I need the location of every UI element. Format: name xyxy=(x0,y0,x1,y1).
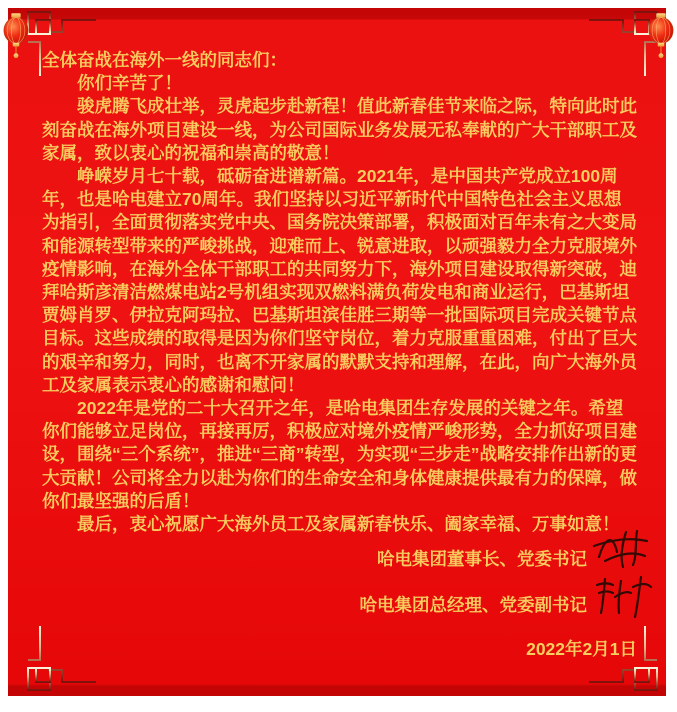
signature-title-chairman: 哈电集团董事长、党委书记 xyxy=(377,548,587,569)
letter-line: 疫情影响，在海外全体干部职工的共同努力下，海外项目建设取得新突破，迪 xyxy=(42,258,637,279)
lantern-icon xyxy=(647,11,675,63)
signature-scrawl-chairman xyxy=(591,525,653,571)
letter-line: 峥嵘岁月七十载，砥砺奋进谱新篇。2021年，是中国共产党成立100周 xyxy=(42,166,618,187)
letter-line: 和能源转型带来的严峻挑战，迎难而上、锐意进取，以顽强毅力全力克服境外 xyxy=(42,235,637,256)
lantern-icon xyxy=(2,11,30,63)
letter-body xyxy=(42,49,642,536)
letter-line: 设，围绕“三个系统”，推进“三商”转型，为实现“三步走”战略安排作出新的更 xyxy=(42,444,637,465)
letter-line: 骏虎腾飞成壮举，灵虎起步赴新程！值此新春佳节来临之际，特向此时此 xyxy=(42,96,637,117)
letter-line: 工及家属表示衷心的感谢和慰问！ xyxy=(42,374,305,395)
letter-line: 刻奋战在海外项目建设一线，为公司国际业务发展无私奉献的广大干部职工及 xyxy=(42,119,637,140)
letter-line: 2022年是党的二十大召开之年，是哈电集团生存发展的关键之年。希望 xyxy=(42,398,624,419)
letter-line: 你们最坚强的后盾！ xyxy=(42,490,200,511)
signature-row-chairman xyxy=(183,546,643,570)
signature-block xyxy=(183,546,643,660)
signature-title-president: 哈电集团总经理、党委副书记 xyxy=(359,594,587,615)
letter-line: 为指引，全面贯彻落实党中央、国务院决策部署，积极面对百年未有之大变局 xyxy=(42,212,637,233)
letter-line: 大贡献！公司将全力以赴为你们的生命安全和身体健康提供最有力的保障，做 xyxy=(42,467,637,488)
letter-line: 年，也是哈电建立70周年。我们坚持以习近平新时代中国特色社会主义思想 xyxy=(42,189,622,210)
letter-line: 全体奋战在海外一线的同志们： xyxy=(42,50,287,70)
letter-line: 你们能够立足岗位，再接再厉，积极应对境外疫情严峻形势，全力抓好项目建 xyxy=(42,421,637,442)
letter-line: 你们辛苦了！ xyxy=(42,73,182,94)
letter-line: 最后，衷心祝愿广大海外员工及家属新春快乐、阖家幸福、万事如意！ xyxy=(42,514,620,535)
letter-date: 2022年2月1日 xyxy=(526,639,637,659)
signature-row-president xyxy=(183,592,643,616)
signature-scrawl-president xyxy=(591,575,653,619)
letter-line: 拜哈斯彦清洁燃煤电站2号机组实现双燃料满负荷发电和商业运行，巴基斯坦 xyxy=(42,282,630,303)
letter-line: 目标。这些成绩的取得是因为你们坚守岗位，着力克服重重困难，付出了巨大 xyxy=(42,328,637,349)
letter-line: 家属，致以衷心的祝福和崇高的敬意！ xyxy=(42,142,340,163)
letter-line: 的艰辛和努力，同时，也离不开家属的默默支持和理解，在此，向广大海外员 xyxy=(42,351,637,372)
letter-line: 贾姆肖罗、伊拉克阿玛拉、巴基斯坦滨佳胜三期等一批国际项目完成关键节点 xyxy=(42,305,637,326)
